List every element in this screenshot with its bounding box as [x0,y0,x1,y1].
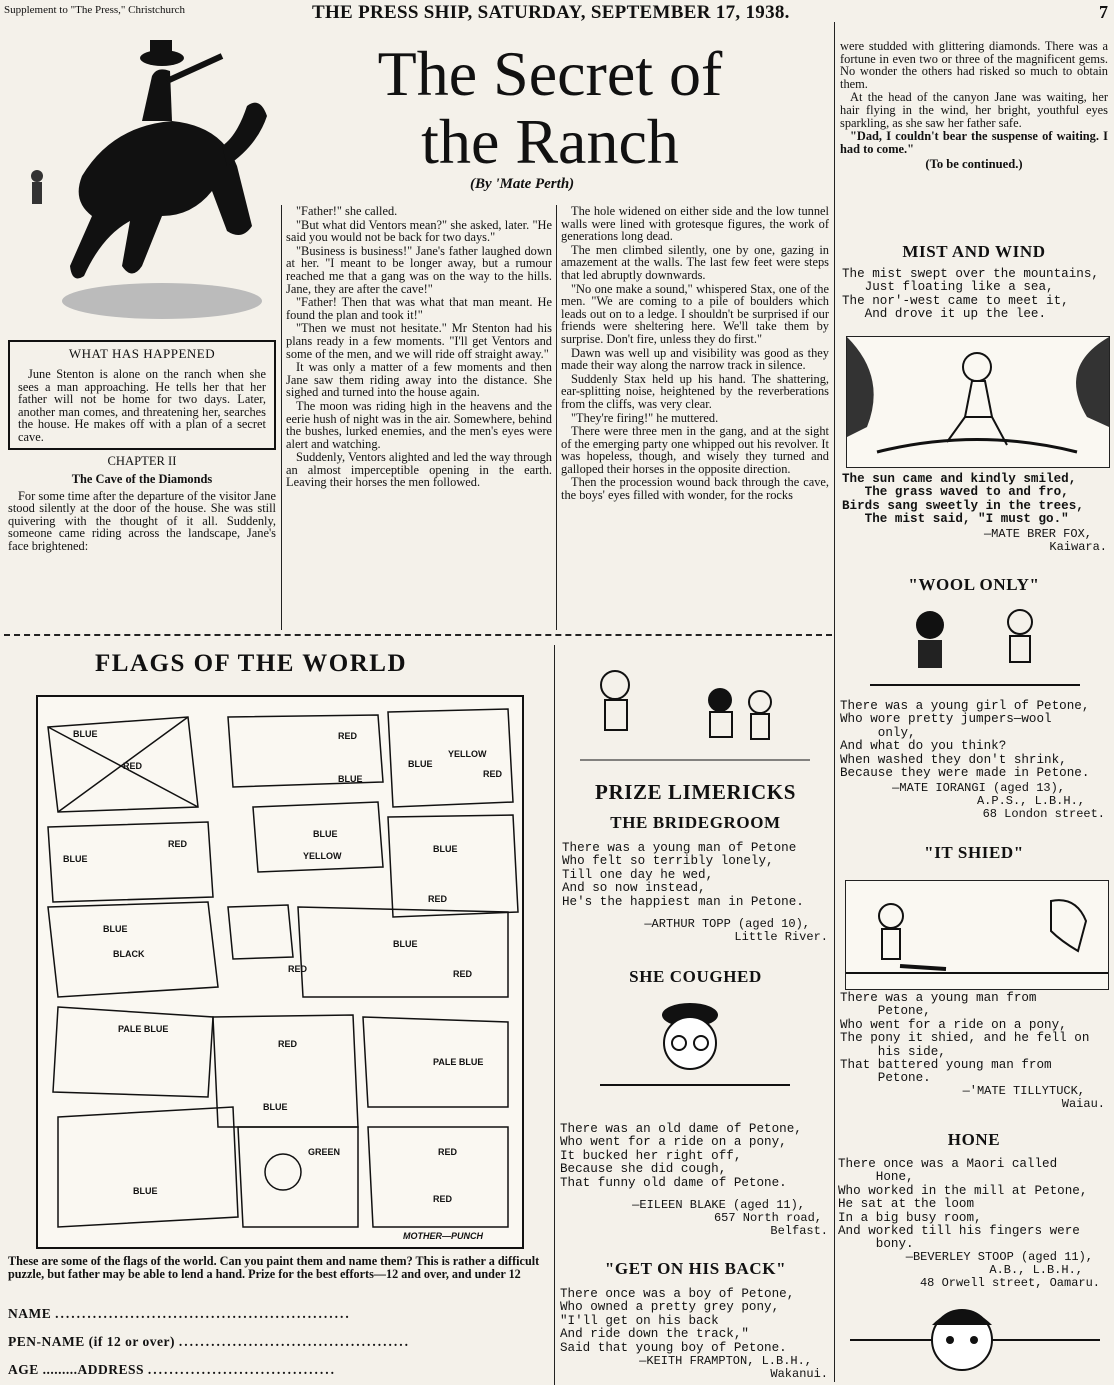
story-paragraph: Suddenly Stax held up his hand. The shattering, ear-splitting noise, heightened by the reverberations from the cliffs, was very clear. [561,371,829,411]
flag-label: RED [453,969,473,979]
pen-name-field[interactable]: PEN-NAME (if 12 or over) ........................................... [8,1334,410,1349]
wool-school: A.P.S., L.B.H., [976,794,1085,808]
flags-description: These are some of the flags of the world. Can you paint them and name them? This is rather a difficult puzzle, but father may be able to lend a hand. Prize for the best efforts—12 and over, and under 12 [8,1254,540,1281]
coughed-place: Belfast. [770,1224,828,1238]
mist-verse-2: The sun came and kindly smiled, The grass waved to and fro, Birds sang sweetly in the trees, The mist said, "I must go." [842,472,1084,527]
boy-face-illustration [850,1295,1100,1380]
story-paragraph: "Dad, I couldn't bear the suspense of waiting. I had to come." [840,129,1108,156]
story-column-2 [286,205,552,490]
girl-in-grass-illustration [846,336,1110,468]
flag-label: YELLOW [303,851,342,861]
flag-label: RED [278,1039,298,1049]
flag-label: GREEN [308,1147,341,1157]
story-paragraph: Dawn was well up and visibility was good as they made their way along the narrow track in silence. [561,345,829,373]
story-paragraph: It was only a matter of a few moments and then Jane saw them riding away into the distance. She sighed and turned into the house again. [286,360,552,400]
flag-label: RED [438,1147,458,1157]
story-paragraph: There were three men in the gang, and at the sight of the emerging party one whipped out his revolver. It was hopeless, though, and wisely they turned and galloped their horses in the opposite direction. [561,424,829,476]
shied-place: Waiau. [1061,1097,1105,1111]
flag-label: BLUE [338,774,363,784]
chapter-number: CHAPTER II [107,453,177,468]
hone-author: —BEVERLEY STOOP (aged 11), [905,1250,1093,1264]
wool-author: —MATE IORANGI (aged 13), [892,781,1065,795]
flag-label: RED [288,964,308,974]
flag-label: BLUE [313,829,338,839]
mist-verse-1: The mist swept over the mountains, Just floating like a sea, The nor'-west came to meet it, And drove it up the lee. [842,267,1099,322]
story-paragraph: Suddenly, Ventors alighted and led the way through an almost imperceptible opening in the earth. Leaving their horses the men followed. [286,450,552,490]
prize-limericks-heading: PRIZE LIMERICKS [595,780,796,804]
children-illustration [580,660,810,770]
flag-label: BLUE [393,939,418,949]
flag-label: BLUE [133,1186,158,1196]
bridegroom-author: —ARTHUR TOPP (aged 10), [644,917,810,931]
story-paragraph: At the head of the canyon Jane was waiting, her hair flying in the wind, her bright, youthful eyes sparkling, as she saw her father safe. [840,90,1108,130]
hone-limerick: There once was a Maori called Hone, Who worked in the mill at Petone, He sat at the loom In a big busy room, And worked till his fingers were bony. [838,1157,1088,1252]
story-paragraph: "No one make a sound," whispered Stax, one of the men. "We are coming to a pile of boulders which leads out on to a ledge. I shouldn't be surprised if our friends were sheltering here. We'll take them by surprise. Don't fire, unless they do first." [561,281,829,346]
flag-label: RED [338,731,358,741]
mist-place: Kaiwara. [1049,540,1107,554]
story-paragraph: "Father! Then that was what that man meant. He found the plan and took it!" [286,295,552,322]
hone-heading: HONE [947,1130,1001,1149]
story-paragraph: Then the procession wound back through the cave, the boys' eyes filled with wonder, for the rocks [561,475,829,503]
coughed-address: 657 North road, [713,1211,822,1225]
story-paragraph: "They're firing!" he muttered. [571,410,719,425]
byline: (By 'Mate Perth) [470,176,575,192]
hone-school: A.B., L.B.H., [989,1263,1083,1277]
chapter-title: The Cave of the Diamonds [71,471,213,486]
mist-author: —MATE BRER FOX, [983,527,1092,541]
wool-heading: "WOOL ONLY" [908,575,1040,594]
back-limerick: There once was a boy of Petone, Who owned a pretty grey pony, "I'll get on his back And ride down the track," Said that young boy of Petone. [560,1287,795,1355]
bridegroom-place: Little River. [734,930,828,944]
flag-label: BLUE [63,854,88,864]
wool-limerick: There was a young girl of Petone, Who wore pretty jumpers—wool only, And what do you think? When washed they don't shrink, Because they were made in Petone. [840,699,1090,781]
bridegroom-limerick: There was a young man of Petone Who felt so terribly lonely, Till one day he wed, And so now instead, He's the happiest man in Petone. [562,841,804,909]
story-paragraph: For some time after the departure of the visitor Jane stood silently at the door of the house. She was still quivering with the thought of it all. Suddenly, someone came riding across the landscape, Jane's face brightened: [8,488,276,553]
age-address-field[interactable]: AGE .........ADDRESS ................................... [8,1362,337,1377]
story-paragraph: "Father!" she called. [296,204,398,218]
hone-address: 48 Orwell street, Oamaru. [919,1276,1100,1290]
story-column-3 [561,205,829,503]
back-place: Wakanui. [770,1367,828,1381]
story-paragraph: "Business is business!" Jane's father laughed down at her. "I meant to be longer away, but a rumour reached me that a gang was on the way to the hills. Jane, they are after the cave!" [286,243,552,296]
flag-label: BLUE [433,844,458,854]
story-paragraph: The hole widened on either side and the low tunnel walls were lined with grotesque figures, the work of generations long dead. [561,204,829,244]
name-field[interactable]: NAME ....................................................... [8,1306,351,1321]
story-paragraph: The men climbed silently, one by one, gazing in amazement at the walls. The last few feet were steps that led abruptly downwards. [561,242,829,282]
flag-label: RED [483,769,503,779]
flag-label: BLACK [113,949,145,959]
flag-label: RED [433,1194,453,1204]
coughed-limerick: There was an old dame of Petone, Who went for a ride on a pony, It bucked her right off, Because she did cough, That funny old dame of Petone. [560,1122,802,1190]
flag-label: YELLOW [448,749,487,759]
what-happened-box [8,340,276,450]
supplement-note: Supplement to "The Press," Christchurch [4,4,185,16]
story-paragraph: were studded with glittering diamonds. There was a fortune in even two or three of the magnificent gems. No wonder the others had risked so much to obtain them. [840,39,1108,91]
flag-label: RED [428,894,448,904]
flags-signature: MOTHER—PUNCH [403,1231,483,1241]
shied-limerick: There was a young man from Petone, Who went for a ride on a pony, The pony it shied, and he fell on his side, That battered young man from Petone. [840,991,1090,1086]
shied-heading: "IT SHIED" [924,843,1024,862]
story-title: The Secret of the Ranch [377,38,723,177]
what-happened-heading: WHAT HAS HAPPENED [68,346,216,361]
mist-heading: MIST AND WIND [902,242,1046,261]
flag-label: BLUE [73,729,98,739]
page-number: 7 [1099,2,1108,22]
story-paragraph: "But what did Ventors mean?" she asked, later. "He said you would not be back for two days." [286,217,552,245]
story-paragraph: "Then we must not hesitate." Mr Stenton had his plans ready in a few moments. "I'll get Ventors and some of the men, and we will ride off straight away." [286,321,552,361]
story-column-4 [840,40,1108,172]
flag-label: BLUE [408,759,433,769]
back-heading: "GET ON HIS BACK" [604,1259,787,1278]
back-author: —KEITH FRAMPTON, L.B.H., [639,1354,812,1368]
flags-heading: FLAGS OF THE WORLD [95,650,408,677]
two-children-illustration [870,600,1080,692]
flag-label: PALE BLUE [433,1057,484,1067]
wool-address: 68 London street. [982,807,1105,821]
shied-author: —'MATE TILLYTUCK, [962,1084,1085,1098]
story-paragraph: The moon was riding high in the heavens and the eerie hush of night was in the air. Somewhere, behind the bushes, lurked enemies, and the men's eyes were alert and watching. [286,398,552,451]
boy-and-horse-illustration [845,880,1109,990]
old-dame-illustration [580,995,810,1095]
flag-label: PALE BLUE [118,1024,169,1034]
what-happened-text: June Stenton is alone on the ranch when she sees a man approaching. He tells her that her father will not be home for two days. Later, another man comes, and threatening her, searches the house. He makes off with a plan of a secret cave. [18,367,266,444]
flag-label: BLUE [103,924,128,934]
to-be-continued: (To be continued.) [925,157,1023,172]
story-column-1 [8,340,276,554]
flags-puzzle-illustration [36,695,524,1249]
masthead: THE PRESS SHIP, SATURDAY, SEPTEMBER 17, 1938. [312,2,790,23]
flag-label: RED [168,839,188,849]
cowboy-illustration [22,26,272,321]
bridegroom-heading: THE BRIDEGROOM [610,813,781,832]
flag-label: RED [123,761,143,771]
flag-label: BLUE [263,1102,288,1112]
coughed-author: —EILEEN BLAKE (aged 11), [632,1198,805,1212]
coughed-heading: SHE COUGHED [629,967,762,986]
